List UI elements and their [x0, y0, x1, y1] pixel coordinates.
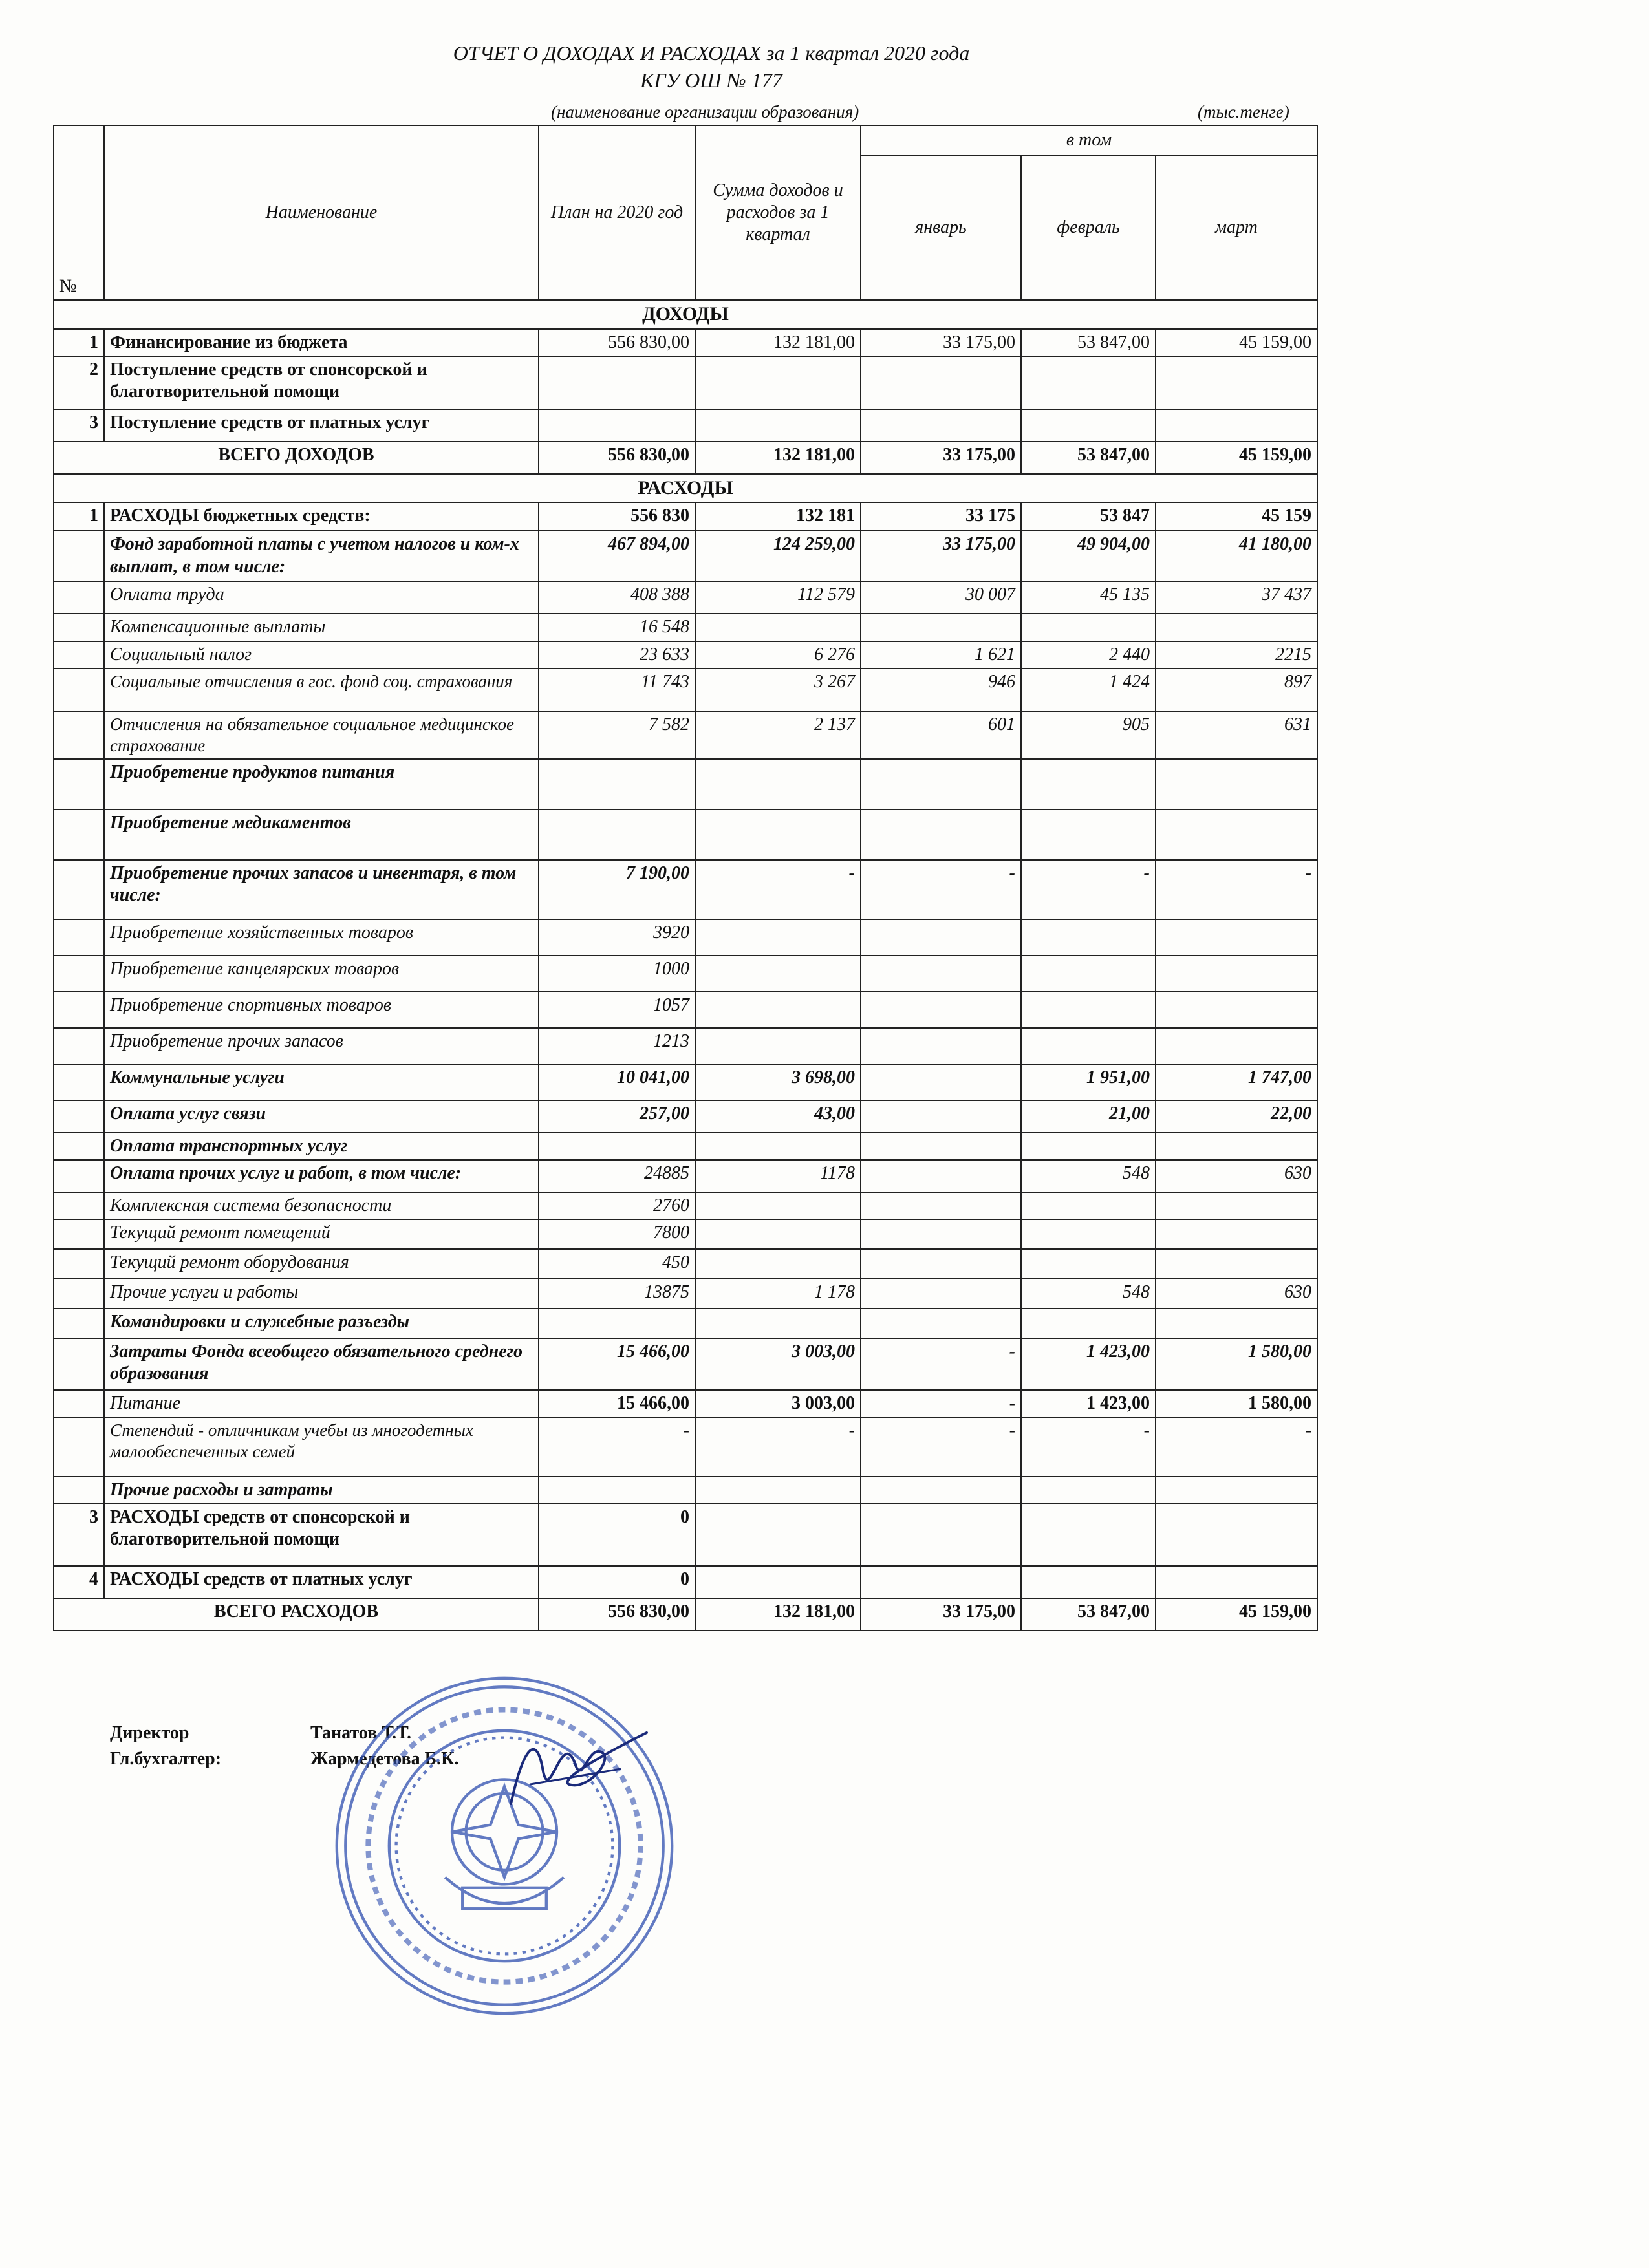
row-number [54, 711, 104, 759]
row-number [54, 1249, 104, 1279]
row-number [54, 992, 104, 1028]
expense-row [54, 809, 1317, 860]
cell-plan [539, 356, 695, 409]
expense-row [54, 1309, 1317, 1338]
cell-plan: 15 466,00 [539, 1338, 695, 1390]
row-number [54, 1390, 104, 1417]
row-name: РАСХОДЫ средств от спонсорской и благотворительной помощи [104, 1504, 539, 1566]
cell-feb [1021, 1504, 1156, 1566]
cell-sum [695, 1192, 861, 1219]
expense-row [54, 1417, 1317, 1477]
cell-mar [1156, 1309, 1317, 1338]
cell-mar [1156, 1566, 1317, 1598]
col-header-sum: Сумма доходов и расходов за 1 квартал [695, 125, 861, 300]
cell-sum [695, 919, 861, 956]
cell-sum: 3 698,00 [695, 1064, 861, 1100]
report-table [53, 125, 1318, 1631]
cell-feb: 2 440 [1021, 641, 1156, 669]
row-number [54, 1279, 104, 1309]
cell-plan: 7800 [539, 1219, 695, 1249]
cell-jan [861, 1566, 1021, 1598]
row-number [54, 1417, 104, 1477]
cell-feb [1021, 956, 1156, 992]
cell-mar [1156, 919, 1317, 956]
cell-feb [1021, 1309, 1156, 1338]
cell-plan: 7 582 [539, 711, 695, 759]
col-header-mar: март [1156, 155, 1317, 300]
cell-feb [1021, 1249, 1156, 1279]
report-title: ОТЧЕТ О ДОХОДАХ И РАСХОДАХ за 1 квартал 2020 года [453, 41, 970, 65]
cell-mar: 631 [1156, 711, 1317, 759]
cell-feb: 905 [1021, 711, 1156, 759]
cell-jan: 30 007 [861, 581, 1021, 614]
cell-sum: - [695, 860, 861, 919]
cell-sum: 132 181,00 [695, 329, 861, 356]
cell-sum: 6 276 [695, 641, 861, 669]
row-number [54, 1309, 104, 1338]
cell-feb [1021, 1477, 1156, 1504]
cell-mar [1156, 409, 1317, 442]
row-name: Социальные отчисления в гос. фонд соц. страхования [104, 669, 539, 711]
row-number [54, 614, 104, 641]
cell-plan [539, 809, 695, 860]
section-header-row [54, 300, 1317, 329]
expense-row [54, 1249, 1317, 1279]
expense-row [54, 1338, 1317, 1390]
row-name: Оплата услуг связи [104, 1100, 539, 1133]
cell-jan: - [861, 1338, 1021, 1390]
cell-sum [695, 1133, 861, 1160]
units-caption: (тыс.тенге) [1198, 102, 1289, 122]
cell-plan: 556 830,00 [539, 329, 695, 356]
organization-name: КГУ ОШ № 177 [640, 69, 782, 92]
accountant-name: Жармедетова Б.К. [310, 1749, 459, 1769]
row-name: Приобретение спортивных товаров [104, 992, 539, 1028]
cell-jan [861, 409, 1021, 442]
cell-jan [861, 1100, 1021, 1133]
cell-jan [861, 356, 1021, 409]
total-label: ВСЕГО РАСХОДОВ [54, 1598, 539, 1631]
row-number [54, 860, 104, 919]
total-plan: 556 830,00 [539, 442, 695, 474]
income-row [54, 409, 1317, 442]
cell-mar: 1 580,00 [1156, 1390, 1317, 1417]
cell-feb: - [1021, 860, 1156, 919]
row-name: Комплексная система безопасности [104, 1192, 539, 1219]
expense-row [54, 581, 1317, 614]
cell-feb [1021, 1028, 1156, 1064]
row-name: Приобретение хозяйственных товаров [104, 919, 539, 956]
cell-mar: 2215 [1156, 641, 1317, 669]
cell-mar: 897 [1156, 669, 1317, 711]
cell-jan [861, 956, 1021, 992]
cell-jan: - [861, 1417, 1021, 1477]
cell-sum [695, 614, 861, 641]
cell-mar [1156, 1504, 1317, 1566]
cell-sum [695, 356, 861, 409]
expense-row [54, 992, 1317, 1028]
cell-plan [539, 1477, 695, 1504]
expense-row [54, 1279, 1317, 1309]
cell-mar: 41 180,00 [1156, 531, 1317, 581]
row-name: Приобретение канцелярских товаров [104, 956, 539, 992]
cell-feb [1021, 614, 1156, 641]
cell-sum [695, 809, 861, 860]
expense-row [54, 1064, 1317, 1100]
cell-mar: 1 580,00 [1156, 1338, 1317, 1390]
row-number [54, 919, 104, 956]
cell-plan: 2760 [539, 1192, 695, 1219]
col-header-in-that: в том [861, 125, 1317, 155]
cell-sum [695, 956, 861, 992]
cell-feb: 1 951,00 [1021, 1064, 1156, 1100]
total-row [54, 1598, 1317, 1631]
expense-row [54, 531, 1317, 581]
cell-sum: 3 003,00 [695, 1338, 861, 1390]
section-title: ДОХОДЫ [54, 300, 1317, 329]
total-feb: 53 847,00 [1021, 442, 1156, 474]
cell-jan [861, 1219, 1021, 1249]
row-number [54, 669, 104, 711]
cell-feb: 49 904,00 [1021, 531, 1156, 581]
cell-mar [1156, 956, 1317, 992]
accountant-label: Гл.бухгалтер: [110, 1749, 222, 1769]
row-number [54, 1160, 104, 1192]
income-row [54, 329, 1317, 356]
expense-row [54, 502, 1317, 531]
cell-sum: 1178 [695, 1160, 861, 1192]
cell-plan: 1057 [539, 992, 695, 1028]
cell-jan [861, 1249, 1021, 1279]
cell-jan [861, 1504, 1021, 1566]
cell-jan: 946 [861, 669, 1021, 711]
cell-feb: 53 847 [1021, 502, 1156, 531]
row-name: Поступление средств от спонсорской и благотворительной помощи [104, 356, 539, 409]
cell-sum [695, 1566, 861, 1598]
cell-jan [861, 614, 1021, 641]
cell-jan [861, 1160, 1021, 1192]
cell-feb [1021, 1192, 1156, 1219]
cell-sum [695, 1249, 861, 1279]
cell-plan [539, 409, 695, 442]
row-name: Финансирование из бюджета [104, 329, 539, 356]
row-number [54, 1064, 104, 1100]
cell-mar [1156, 1133, 1317, 1160]
row-number [54, 956, 104, 992]
cell-mar [1156, 1028, 1317, 1064]
cell-sum [695, 759, 861, 809]
cell-mar: 630 [1156, 1279, 1317, 1309]
expense-row [54, 1192, 1317, 1219]
cell-plan: 450 [539, 1249, 695, 1279]
cell-mar [1156, 1192, 1317, 1219]
col-header-feb: февраль [1021, 155, 1156, 300]
cell-feb [1021, 1133, 1156, 1160]
row-name: Прочие расходы и затраты [104, 1477, 539, 1504]
row-name: Текущий ремонт помещений [104, 1219, 539, 1249]
row-name: Оплата труда [104, 581, 539, 614]
row-number [54, 1477, 104, 1504]
cell-sum: 124 259,00 [695, 531, 861, 581]
cell-feb [1021, 919, 1156, 956]
cell-mar [1156, 809, 1317, 860]
row-name: Приобретение прочих запасов [104, 1028, 539, 1064]
row-name: Коммунальные услуги [104, 1064, 539, 1100]
total-row [54, 442, 1317, 474]
row-number: 2 [54, 356, 104, 409]
cell-plan: 16 548 [539, 614, 695, 641]
cell-plan [539, 1309, 695, 1338]
cell-feb: 1 423,00 [1021, 1338, 1156, 1390]
expense-row [54, 669, 1317, 711]
expense-row [54, 614, 1317, 641]
cell-mar: - [1156, 1417, 1317, 1477]
total-feb: 53 847,00 [1021, 1598, 1156, 1631]
cell-plan: 0 [539, 1504, 695, 1566]
row-name: Прочие услуги и работы [104, 1279, 539, 1309]
director-name: Танатов Т.Т. [310, 1723, 411, 1743]
cell-feb: 1 424 [1021, 669, 1156, 711]
cell-jan [861, 759, 1021, 809]
cell-mar [1156, 992, 1317, 1028]
row-number [54, 641, 104, 669]
cell-jan [861, 1133, 1021, 1160]
cell-feb [1021, 356, 1156, 409]
col-header-jan: январь [861, 155, 1021, 300]
cell-jan [861, 1192, 1021, 1219]
cell-plan: 3920 [539, 919, 695, 956]
cell-feb: 53 847,00 [1021, 329, 1156, 356]
expense-row [54, 1133, 1317, 1160]
expense-row [54, 711, 1317, 759]
cell-mar: 45 159,00 [1156, 329, 1317, 356]
cell-sum [695, 1028, 861, 1064]
row-name: Оплата прочих услуг и работ, в том числе: [104, 1160, 539, 1192]
expense-row [54, 1100, 1317, 1133]
row-name: Приобретение медикаментов [104, 809, 539, 860]
row-name: РАСХОДЫ средств от платных услуг [104, 1566, 539, 1598]
cell-jan: 601 [861, 711, 1021, 759]
director-label: Директор [110, 1723, 189, 1743]
income-row [54, 356, 1317, 409]
cell-jan: 1 621 [861, 641, 1021, 669]
cell-sum: 3 003,00 [695, 1390, 861, 1417]
row-name: Фонд заработной платы с учетом налогов и ком-х выплат, в том числе: [104, 531, 539, 581]
cell-sum: 132 181 [695, 502, 861, 531]
cell-jan [861, 809, 1021, 860]
row-number [54, 759, 104, 809]
cell-jan: 33 175 [861, 502, 1021, 531]
cell-plan: 24885 [539, 1160, 695, 1192]
row-number: 1 [54, 502, 104, 531]
cell-plan [539, 759, 695, 809]
row-name: Приобретение продуктов питания [104, 759, 539, 809]
row-number: 1 [54, 329, 104, 356]
row-name: Отчисления на обязательное социальное медицинское страхование [104, 711, 539, 759]
cell-plan: 13875 [539, 1279, 695, 1309]
cell-mar: - [1156, 860, 1317, 919]
cell-jan [861, 1279, 1021, 1309]
cell-feb [1021, 1566, 1156, 1598]
row-number: 3 [54, 409, 104, 442]
cell-plan: 408 388 [539, 581, 695, 614]
expense-row [54, 1566, 1317, 1598]
row-name: Оплата транспортных услуг [104, 1133, 539, 1160]
total-sum: 132 181,00 [695, 442, 861, 474]
cell-feb: - [1021, 1417, 1156, 1477]
cell-sum [695, 409, 861, 442]
cell-jan: 33 175,00 [861, 531, 1021, 581]
cell-mar [1156, 759, 1317, 809]
section-title: РАСХОДЫ [54, 474, 1317, 503]
cell-mar [1156, 614, 1317, 641]
cell-feb: 1 423,00 [1021, 1390, 1156, 1417]
cell-mar [1156, 356, 1317, 409]
row-number [54, 531, 104, 581]
expense-row [54, 860, 1317, 919]
total-jan: 33 175,00 [861, 1598, 1021, 1631]
cell-feb: 548 [1021, 1279, 1156, 1309]
cell-mar: 37 437 [1156, 581, 1317, 614]
cell-plan: 1000 [539, 956, 695, 992]
cell-sum: 3 267 [695, 669, 861, 711]
cell-mar [1156, 1249, 1317, 1279]
cell-plan: 23 633 [539, 641, 695, 669]
cell-plan: 556 830 [539, 502, 695, 531]
cell-mar [1156, 1477, 1317, 1504]
cell-plan: 7 190,00 [539, 860, 695, 919]
expense-row [54, 1477, 1317, 1504]
cell-sum [695, 1477, 861, 1504]
cell-plan: 1213 [539, 1028, 695, 1064]
cell-jan: - [861, 1390, 1021, 1417]
cell-jan [861, 1064, 1021, 1100]
cell-feb: 21,00 [1021, 1100, 1156, 1133]
cell-mar: 22,00 [1156, 1100, 1317, 1133]
total-mar: 45 159,00 [1156, 442, 1317, 474]
cell-jan [861, 1028, 1021, 1064]
total-label: ВСЕГО ДОХОДОВ [54, 442, 539, 474]
row-name: Затраты Фонда всеобщего обязательного среднего образования [104, 1338, 539, 1390]
col-header-plan: План на 2020 год [539, 125, 695, 300]
cell-plan: 15 466,00 [539, 1390, 695, 1417]
row-number [54, 1028, 104, 1064]
total-jan: 33 175,00 [861, 442, 1021, 474]
row-number [54, 1219, 104, 1249]
cell-jan: 33 175,00 [861, 329, 1021, 356]
cell-sum: - [695, 1417, 861, 1477]
expense-row [54, 1504, 1317, 1566]
col-header-name: Наименование [104, 125, 539, 300]
expense-row [54, 956, 1317, 992]
cell-feb [1021, 1219, 1156, 1249]
cell-plan: - [539, 1417, 695, 1477]
cell-sum [695, 1504, 861, 1566]
expense-row [54, 1390, 1317, 1417]
row-name: Степендий - отличникам учебы из многодетных малообеспеченных семей [104, 1417, 539, 1477]
row-number: 4 [54, 1566, 104, 1598]
cell-sum: 43,00 [695, 1100, 861, 1133]
col-header-num: № [54, 125, 104, 300]
cell-sum [695, 1219, 861, 1249]
row-name: Командировки и служебные разъезды [104, 1309, 539, 1338]
cell-jan [861, 992, 1021, 1028]
cell-mar: 1 747,00 [1156, 1064, 1317, 1100]
row-number [54, 1338, 104, 1390]
cell-sum [695, 1309, 861, 1338]
expense-row [54, 919, 1317, 956]
row-name: Компенсационные выплаты [104, 614, 539, 641]
row-number [54, 1100, 104, 1133]
expense-row [54, 1160, 1317, 1192]
cell-mar [1156, 1219, 1317, 1249]
cell-feb [1021, 992, 1156, 1028]
cell-sum [695, 992, 861, 1028]
expense-row [54, 1219, 1317, 1249]
row-name: Поступление средств от платных услуг [104, 409, 539, 442]
expense-row [54, 641, 1317, 669]
total-mar: 45 159,00 [1156, 1598, 1317, 1631]
total-sum: 132 181,00 [695, 1598, 861, 1631]
row-name: Социальный налог [104, 641, 539, 669]
row-name: РАСХОДЫ бюджетных средств: [104, 502, 539, 531]
organization-caption: (наименование организации образования) [551, 102, 859, 122]
cell-plan: 10 041,00 [539, 1064, 695, 1100]
section-header-row [54, 474, 1317, 503]
cell-jan [861, 1309, 1021, 1338]
cell-feb: 548 [1021, 1160, 1156, 1192]
row-number [54, 809, 104, 860]
cell-feb [1021, 809, 1156, 860]
cell-sum: 2 137 [695, 711, 861, 759]
cell-feb [1021, 759, 1156, 809]
cell-sum: 112 579 [695, 581, 861, 614]
cell-plan: 257,00 [539, 1100, 695, 1133]
cell-plan: 11 743 [539, 669, 695, 711]
row-name: Питание [104, 1390, 539, 1417]
cell-jan: - [861, 860, 1021, 919]
cell-sum: 1 178 [695, 1279, 861, 1309]
total-plan: 556 830,00 [539, 1598, 695, 1631]
row-number [54, 581, 104, 614]
cell-plan: 0 [539, 1566, 695, 1598]
expense-row [54, 759, 1317, 809]
cell-plan: 467 894,00 [539, 531, 695, 581]
cell-plan [539, 1133, 695, 1160]
cell-mar: 45 159 [1156, 502, 1317, 531]
cell-jan [861, 1477, 1021, 1504]
cell-mar: 630 [1156, 1160, 1317, 1192]
row-name: Текущий ремонт оборудования [104, 1249, 539, 1279]
row-number: 3 [54, 1504, 104, 1566]
row-number [54, 1192, 104, 1219]
row-name: Приобретение прочих запасов и инвентаря, в том числе: [104, 860, 539, 919]
cell-feb [1021, 409, 1156, 442]
cell-feb: 45 135 [1021, 581, 1156, 614]
expense-row [54, 1028, 1317, 1064]
handwritten-signature [491, 1707, 660, 1836]
row-number [54, 1133, 104, 1160]
cell-jan [861, 919, 1021, 956]
